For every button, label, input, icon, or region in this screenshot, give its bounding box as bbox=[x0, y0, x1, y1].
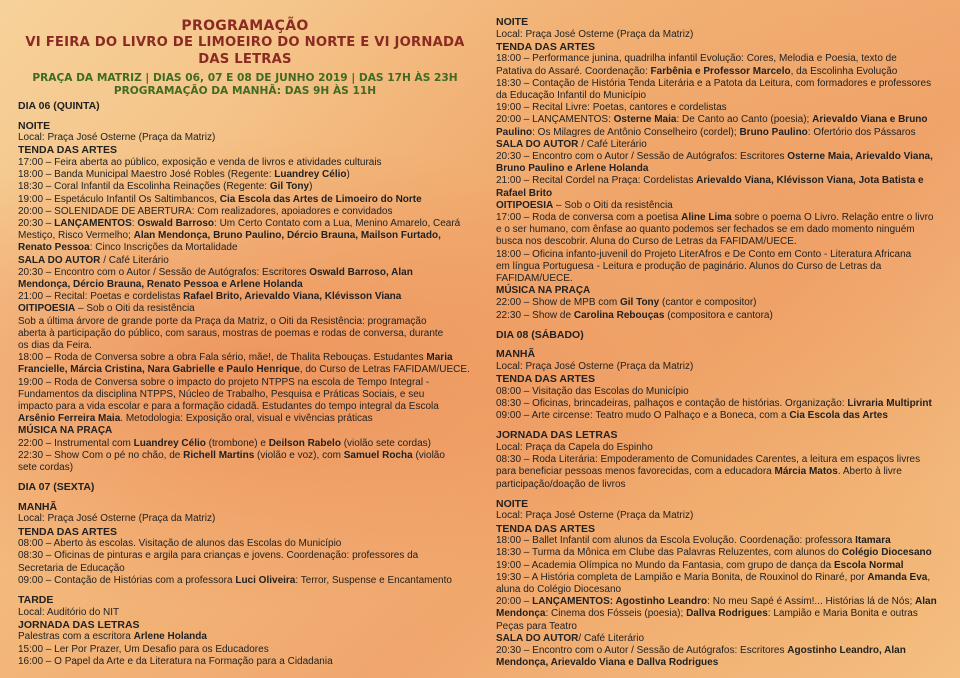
schedule-line: para beneficiar pessoas menos favorecidas, com a educadora Márcia Matos. Aberto à livre bbox=[496, 466, 902, 478]
left-column bbox=[18, 0, 470, 668]
schedule-line: 18:00 – Oficina infanto-juvenil do Projeto LiterAfros e De Conto em Conto - Literatura Africana bbox=[496, 248, 912, 260]
schedule-line: 21:00 – Recital Cordel na Praça: Cordelistas Arievaldo Viana, Klévisson Viana, Jota Batista e bbox=[496, 175, 924, 187]
schedule-line: Local: Praça da Capela do Espinho bbox=[496, 442, 653, 454]
schedule-line: 22:30 – Show Com o pé no chão, de Richell Martins (violão e voz), com Samuel Rocha (violão bbox=[18, 449, 445, 461]
schedule-line: 18:00 – Performance junina, quadrilha infantil Evolução: Cores, Melodia e Poesia, texto de bbox=[496, 53, 897, 65]
schedule-line: Sob a última árvore de grande porte da Praça da Matriz, o Oiti da Resistência: programação bbox=[18, 315, 427, 327]
schedule-line: aluna do Colégio Diocesano bbox=[496, 584, 622, 596]
schedule-line: Local: Praça José Osterne (Praça da Matriz) bbox=[496, 28, 694, 40]
schedule-line: Mendonça, Arievaldo Viana e Dallva Rodrigues bbox=[496, 657, 719, 669]
schedule-line: Fundamentos da disciplina NTPPS, Núcleo de Trabalho, Pesquisa e Práticas Sociais, e seu bbox=[18, 388, 425, 400]
page-header bbox=[10, 18, 480, 98]
schedule-line: Patativa do Assaré. Coordenação: Farbênia e Professor Marcelo, da Escolinha Evolução bbox=[496, 65, 898, 77]
left-schedule bbox=[18, 100, 470, 668]
schedule-line: 19:00 – Academia Olímpica no Mundo da Fantasia, com grupo de dança da Escola Normal bbox=[496, 559, 904, 571]
section-heading: DIA 08 (SÁBADO) bbox=[496, 328, 584, 341]
schedule-line: 19:00 – Roda de Conversa sobre o impacto do projeto NTPPS na escola de Tempo Integral - bbox=[18, 376, 430, 388]
schedule-line: 20:30 – Encontro com o Autor / Sessão de Autógrafos: Escritores Oswald Barroso, Alan bbox=[18, 266, 413, 278]
schedule-line: Mendonça: Cinema dos Fósseis (poesia); Dallva Rodrigues: Lampião e Maria Bonita e outras bbox=[496, 608, 918, 620]
section-heading: TENDA DAS ARTES bbox=[496, 40, 595, 53]
schedule-line: 20:00 – LANÇAMENTOS: Agostinho Leandro: No meu Sapé é Assim!... Histórias lá de Nós; Alan bbox=[496, 596, 937, 608]
schedule-line: em língua Portuguesa - Leitura e produção de paginário. Alunos do Curso de Letras da bbox=[496, 260, 882, 272]
schedule-line: sete cordas) bbox=[18, 462, 74, 474]
schedule-line: OITIPOESIA – Sob o Oiti da resistência bbox=[496, 199, 673, 211]
schedule-line: Paulino: Os Milagres de Antônio Conselheiro (cordel); Bruno Paulino: Ofertório dos Pássaros bbox=[496, 126, 916, 138]
section-heading: TENDA DAS ARTES bbox=[18, 144, 117, 157]
schedule-line: busca nos descobrir. Aluna do Curso de Letras da FAFIDAM/UECE. bbox=[496, 236, 797, 248]
header-morning-schedule: PROGRAMAÇÃO DA MANHÃ: DAS 9H ÀS 11H bbox=[113, 85, 377, 97]
schedule-line: Local: Praça José Osterne (Praça da Matriz) bbox=[18, 132, 216, 144]
schedule-line: SALA DO AUTOR / Café Literário bbox=[496, 138, 647, 150]
schedule-line: 17:00 – Roda de conversa com a poetisa Aline Lima sobre o poema O Livro. Relação entre o livro bbox=[496, 212, 934, 224]
schedule-line: Arsênio Ferreira Maia. Metodologia: Exposição oral, visual e vivências práticas bbox=[18, 413, 373, 425]
schedule-line: 16:00 – O Papel da Arte e da Literatura na Formação para a Cidadania bbox=[18, 655, 333, 667]
schedule-line: 18:30 – Coral Infantil da Escolinha Reinações (Regente: Gil Tony) bbox=[18, 181, 313, 193]
header-location-dates: PRAÇA DA MATRIZ | DIAS 06, 07 E 08 DE JUNHO 2019 | DAS 17H ÀS 23H bbox=[32, 72, 458, 84]
schedule-line: 22:30 – Show de Carolina Rebouças (compositora e cantora) bbox=[496, 309, 773, 321]
section-heading: JORNADA DAS LETRAS bbox=[496, 429, 618, 442]
section-heading: TENDA DAS ARTES bbox=[496, 522, 595, 535]
section-heading: NOITE bbox=[496, 497, 529, 510]
schedule-line: 20:00 – LANÇAMENTOS: Osterne Maia: De Canto ao Canto (poesia); Arievaldo Viana e Bruno bbox=[496, 114, 928, 126]
schedule-line: Francielle, Márcia Cristina, Nara Gabrielle e Paulo Henrique, do Curso de Letras FAFIDAM/UECE. bbox=[18, 364, 470, 376]
schedule-line: Local: Praça José Osterne (Praça da Matriz) bbox=[496, 361, 694, 373]
schedule-line: 22:00 – Show de MPB com Gil Tony (cantor e compositor) bbox=[496, 297, 757, 309]
spacer bbox=[496, 322, 948, 329]
schedule-line: Palestras com a escritora Arlene Holanda bbox=[18, 631, 207, 643]
schedule-line: 19:00 – Recital Livre: Poetas, cantores e cordelistas bbox=[496, 102, 727, 114]
schedule-line: 20:00 – SOLENIDADE DE ABERTURA: Com realizadores, apoiadores e convidados bbox=[18, 205, 393, 217]
section-heading: TENDA DAS ARTES bbox=[496, 373, 595, 386]
section-heading: TARDE bbox=[18, 594, 54, 607]
schedule-line: os dias da Feira. bbox=[18, 340, 92, 352]
section-heading: NOITE bbox=[18, 119, 51, 132]
schedule-line: 18:30 – Contação de História Tenda Literária e a Patota da Leitura, com formadores e professores bbox=[496, 77, 932, 89]
schedule-line: 08:30 – Oficinas de pinturas e argila para crianças e jovens. Coordenação: professores da bbox=[18, 550, 419, 562]
schedule-line: 18:00 – Roda de Conversa sobre a obra Fala sério, mãe!, de Thalita Rebouças. Estudantes Maria bbox=[18, 352, 453, 364]
schedule-line: 09:00 – Arte circense: Teatro mudo O Palhaço e a Boneca, com a Cia Escola das Artes bbox=[496, 410, 888, 422]
section-heading: TENDA DAS ARTES bbox=[18, 525, 117, 538]
schedule-line: 08:00 – Aberto às escolas. Visitação de alunos das Escolas do Município bbox=[18, 538, 342, 550]
schedule-line: e o ser humano, com ênfase ao quanto podemos ser fechados se em dado momento ninguém bbox=[496, 224, 915, 236]
schedule-line: Renato Pessoa: Cinco Inscrições da Mortalidade bbox=[18, 242, 238, 254]
spacer bbox=[18, 474, 470, 481]
schedule-line: Peças para Teatro bbox=[496, 620, 577, 632]
schedule-line: Mestiço, Risco Vermelho; Alan Mendonça, Bruno Paulino, Dércio Brauna, Mailson Furtado, bbox=[18, 230, 441, 242]
schedule-line: 09:00 – Contação de Histórias com a professora Luci Oliveira: Terror, Suspense e Encantamento bbox=[18, 574, 452, 586]
schedule-line: 20:30 – Encontro com o Autor / Sessão de Autógrafos: Escritores Osterne Maia, Arievaldo Viana, bbox=[496, 151, 933, 163]
schedule-line: 18:00 – Ballet Infantil com alunos da Escola Evolução. Coordenação: professora Itamara bbox=[496, 535, 891, 547]
schedule-line: 17:00 – Feira aberta ao público, exposição e venda de livros e atividades culturais bbox=[18, 156, 382, 168]
schedule-line: Local: Praça José Osterne (Praça da Matriz) bbox=[18, 513, 216, 525]
spacer bbox=[496, 491, 948, 498]
header-title: PROGRAMAÇÃO bbox=[181, 18, 309, 34]
schedule-line: 20:30 – LANÇAMENTOS: Oswald Barroso: Um Certo Contato com a Lua, Menino Amarelo, Ceará bbox=[18, 218, 461, 229]
schedule-line: aberta à participação do público, com saraus, mostras de poemas e rodas de conversa, durante bbox=[18, 327, 444, 339]
spacer bbox=[496, 422, 948, 429]
schedule-line: 20:30 – Encontro com o Autor / Sessão de Autógrafos: Escritores Agostinho Leandro, Alan bbox=[496, 645, 906, 657]
section-heading: DIA 07 (SEXTA) bbox=[18, 481, 95, 494]
schedule-line: Bruno Paulino e Arlene Holanda bbox=[496, 163, 649, 175]
header-event-title: VI FEIRA DO LIVRO DE LIMOEIRO DO NORTE E VI JORNADA DAS LETRAS bbox=[25, 35, 465, 67]
schedule-line: 21:00 – Recital: Poetas e cordelistas Rafael Brito, Arievaldo Viana, Klévisson Viana bbox=[18, 291, 402, 303]
schedule-line: Rafael Brito bbox=[496, 187, 553, 199]
schedule-line: MÚSICA NA PRAÇA bbox=[496, 285, 591, 297]
schedule-line: 18:30 – Turma da Mônica em Clube das Palavras Reluzentes, com alunos do Colégio Diocesano bbox=[496, 547, 932, 559]
schedule-line: Local: Praça José Osterne (Praça da Matriz) bbox=[496, 510, 694, 522]
schedule-line: 15:00 – Ler Por Prazer, Um Desafio para os Educadores bbox=[18, 643, 269, 655]
spacer bbox=[18, 494, 470, 501]
schedule-line: participação/doação de livros bbox=[496, 478, 626, 490]
schedule-line: 08:00 – Visitação das Escolas do Município bbox=[496, 385, 689, 397]
schedule-line: Local: Auditório do NIT bbox=[18, 606, 120, 618]
right-schedule bbox=[496, 16, 948, 669]
section-heading: DIA 06 (QUINTA) bbox=[18, 100, 100, 112]
schedule-line: Secretaria de Educação bbox=[18, 562, 125, 574]
schedule-line: FAFIDAM/UECE. bbox=[496, 273, 573, 285]
section-heading: NOITE bbox=[496, 16, 529, 28]
spacer bbox=[496, 341, 948, 348]
schedule-line: da Educação Infantil do Município bbox=[496, 90, 647, 101]
schedule-line: 22:00 – Instrumental com Luandrey Célio (trombone) e Deilson Rabelo (violão sete cordas) bbox=[18, 437, 431, 449]
schedule-line: 08:30 – Oficinas, brincadeiras, palhaços e contação de histórias. Organização: Livraria Multiprint bbox=[496, 398, 932, 410]
schedule-line: 19:00 – Espetáculo Infantil Os Saltimbancos, Cia Escola das Artes de Limoeiro do Norte bbox=[18, 193, 422, 205]
section-heading: MANHÃ bbox=[496, 348, 536, 361]
schedule-line: OITIPOESIA – Sob o Oiti da resistência bbox=[18, 303, 195, 315]
section-heading: JORNADA DAS LETRAS bbox=[18, 618, 140, 631]
schedule-line: 18:00 – Banda Municipal Maestro José Robles (Regente: Luandrey Célio) bbox=[18, 169, 350, 181]
schedule-line: 08:30 – Roda Literária: Empoderamento de Comunidades Carentes, a leitura em espaços livres bbox=[496, 454, 921, 466]
schedule-line: Mendonça, Dércio Brauna, Renato Pessoa e Arlene Holanda bbox=[18, 279, 303, 291]
schedule-line: impacto para a vida escolar e para a formação cidadã. Estudantes do tempo integral da Escola bbox=[18, 401, 439, 413]
spacer bbox=[18, 587, 470, 594]
schedule-line: SALA DO AUTOR / Café Literário bbox=[18, 254, 169, 266]
schedule-line: MÚSICA NA PRAÇA bbox=[18, 425, 113, 437]
section-heading: MANHÃ bbox=[18, 500, 58, 513]
schedule-line: SALA DO AUTOR/ Café Literário bbox=[496, 632, 645, 644]
schedule-line: 19:30 – A História completa de Lampião e Maria Bonita, de Rouxinol do Rinaré, por Amanda Eva, bbox=[496, 571, 931, 583]
spacer bbox=[18, 113, 470, 120]
